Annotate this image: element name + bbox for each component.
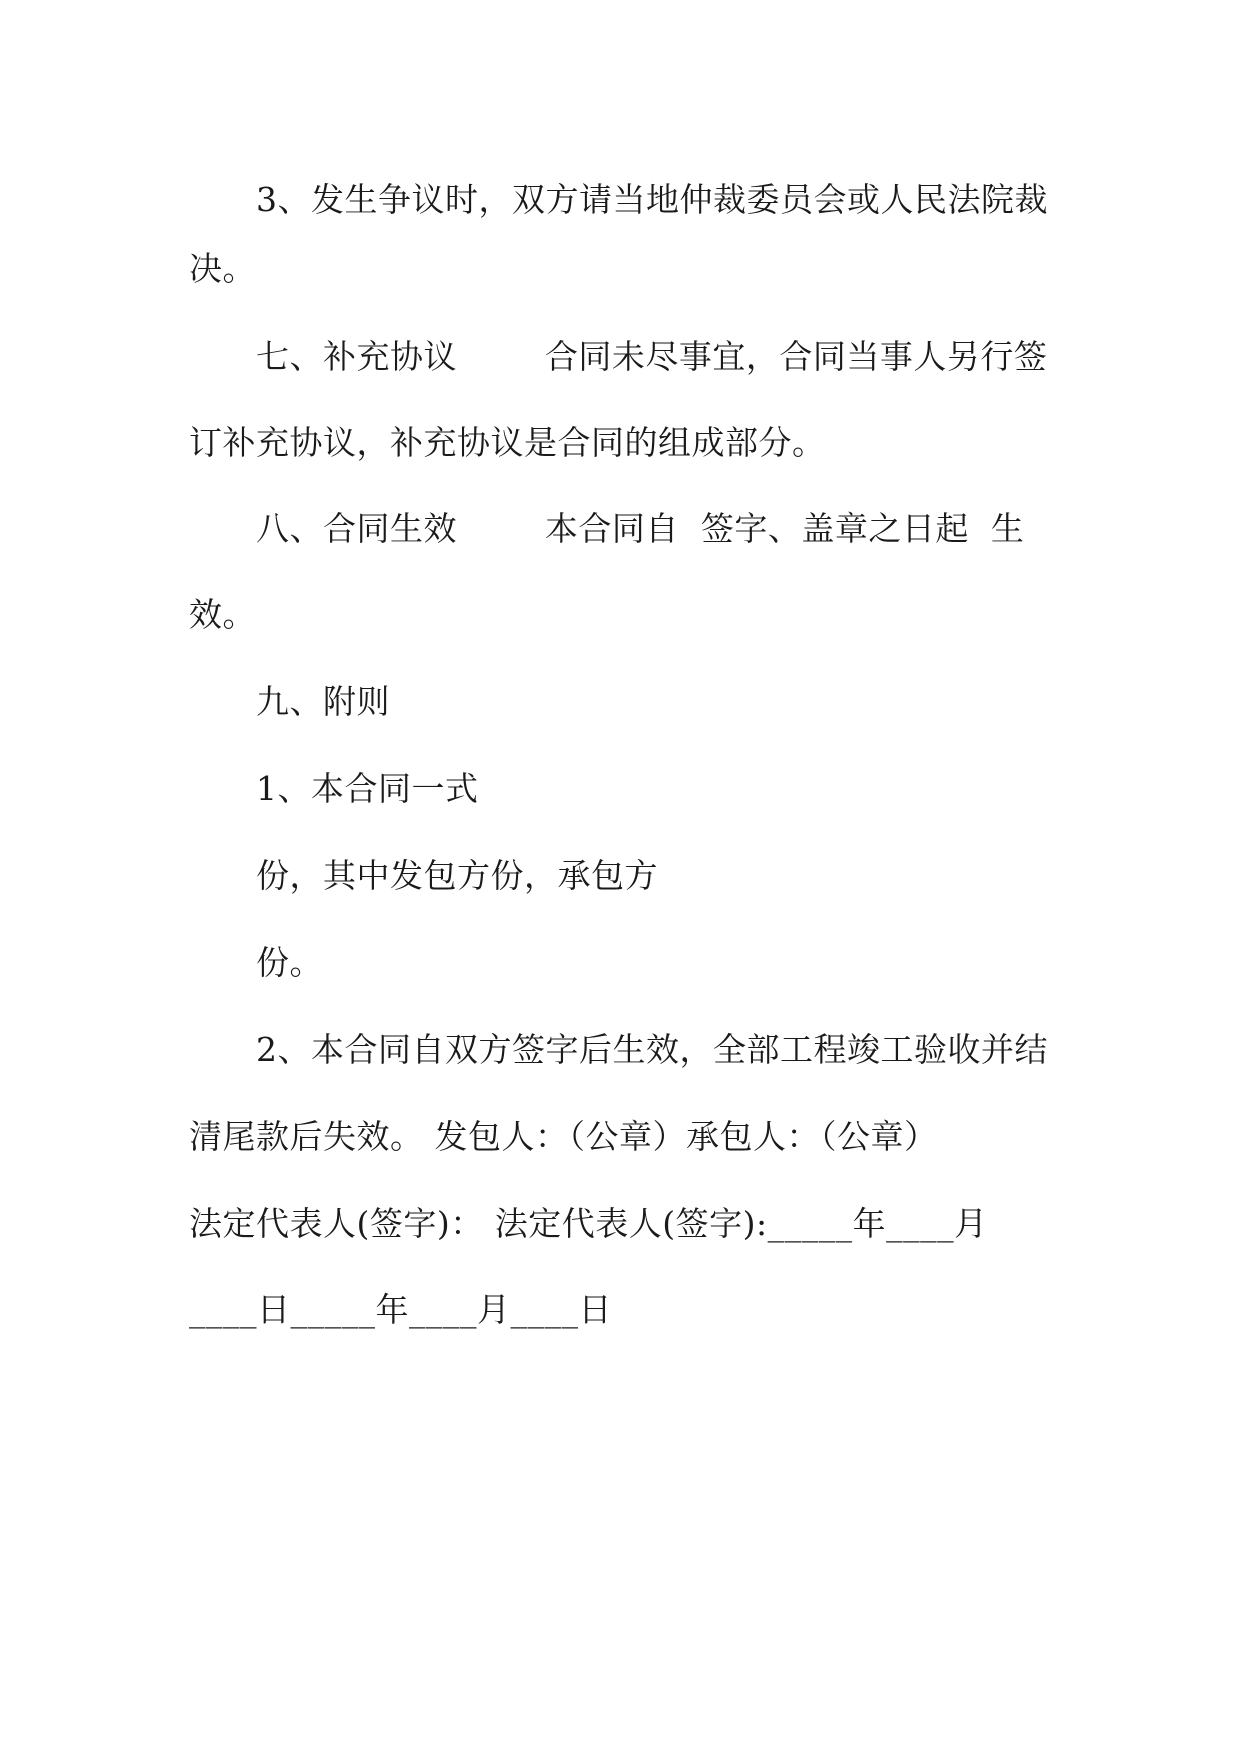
section-supplementary-agreement-line-1: 七、补充协议 合同未尽事宜，合同当事人另行签 [256, 337, 1048, 376]
section-contract-effective-line-1: 八、合同生效 本合同自 签字、盖章之日起 生 [256, 509, 1025, 548]
signature-representatives-line: 法定代表人(签字)： 法定代表人(签字):_____年____月 [189, 1204, 988, 1243]
section-contract-effective-line-2: 效。 [189, 595, 256, 634]
signature-dates-line: ____日_____年____月____日 [189, 1290, 612, 1329]
appendix-item-1-line-2: 份，其中发包方份，承包方 [256, 856, 658, 895]
appendix-item-1-line-1: 1、本合同一式 [256, 769, 479, 808]
appendix-item-2-line-1: 2、本合同自双方签字后生效，全部工程竣工验收并结 [256, 1030, 1048, 1069]
paragraph-dispute-resolution-line-1: 3、发生争议时，双方请当地仲裁委员会或人民法院裁 [256, 180, 1048, 219]
appendix-item-2-line-2: 清尾款后失效。 发包人：（公章）承包人：（公章） [189, 1117, 938, 1156]
section-supplementary-agreement-line-2: 订补充协议，补充协议是合同的组成部分。 [189, 423, 826, 462]
appendix-item-1-line-3: 份。 [256, 943, 323, 982]
section-appendix-heading: 九、附则 [256, 682, 390, 721]
paragraph-dispute-resolution-line-2: 决。 [189, 249, 256, 288]
